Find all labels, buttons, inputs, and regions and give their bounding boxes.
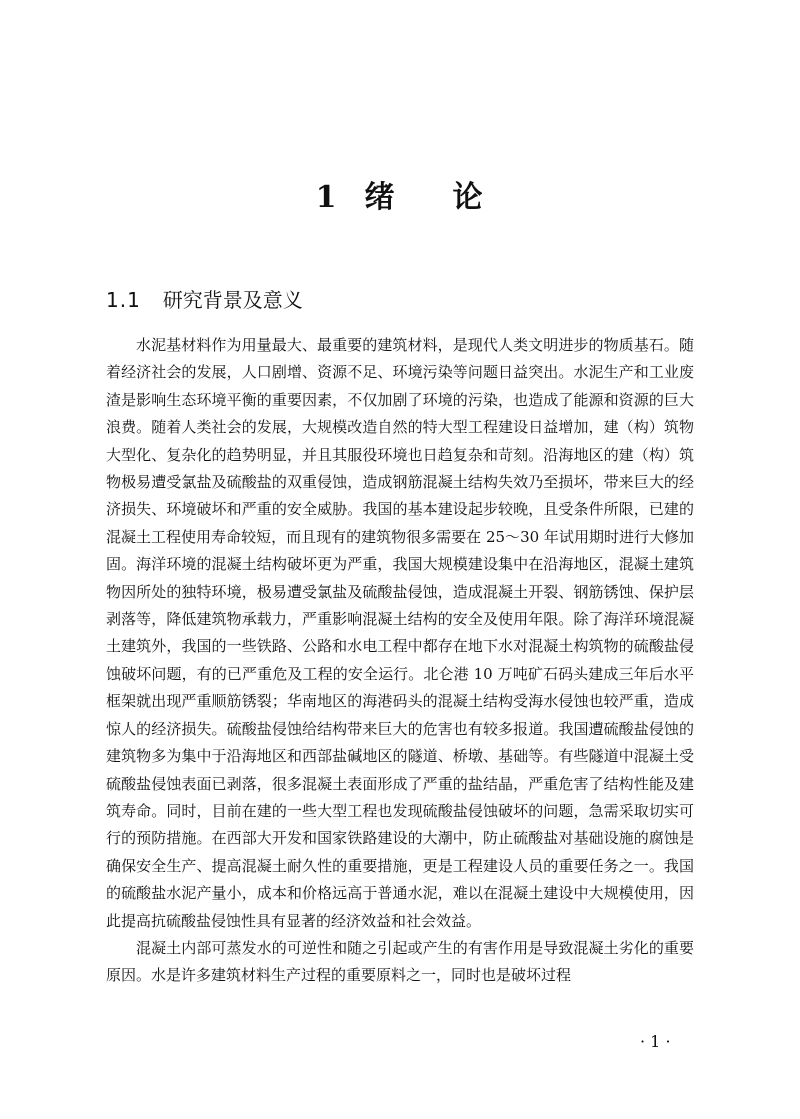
- section-number: 1.1: [106, 288, 141, 312]
- paragraph: 混凝土内部可蒸发水的可逆性和随之引起或产生的有害作用是导致混凝土劣化的重要原因。水是许多建筑材料生产过程的重要原料之一，同时也是破坏过程: [106, 938, 694, 985]
- paragraph: 水泥基材料作为用量最大、最重要的建筑材料，是现代人类文明进步的物质基石。随着经济社会的发展，人口剧增、资源不足、环境污染等问题日益突出。水泥生产和工业废渣是影响生态环境平衡的重要因素，不仅加剧了环境的污染，也造成了能源和资源的巨大浪费。随着人类社会的发展，大规模改造自然的特大型工程建设日益增加，建（构）筑物大型化、复杂化的趋势明显，并且其服役环境也日趋复杂和苛刻。沿海地区的建（构）筑物极易遭受氯盐及硫酸盐的双重侵蚀，造成钢筋混凝土结构失效乃至损坏，带来巨大的经济损失、环境破坏和严重的安全威胁。我国的基本建设起步较晚，且受条件所限，已建的混凝土工程使用寿命较短，而且现有的建筑物很多需要在 25～30 年试用期时进行大修加固。海洋环境的混凝土结构破坏更为严重，我国大规模建设集中在沿海地区，混凝土建筑物因所处的独特环境，极易遭受氯盐及硫酸盐侵蚀，造成混凝土开裂、钢筋锈蚀、保护层剥落等，降低建筑物承载力，严重影响混凝土结构的安全及使用年限。除了海洋环境混凝土建筑外，我国的一些铁路、公路和水电工程中都存在地下水对混凝土构筑物的硫酸盐侵蚀破坏问题，有的已严重危及工程的安全运行。北仑港 10 万吨矿石码头建成三年后水平框架就出现严重顺筋锈裂；华南地区的海港码头的混凝土结构受海水侵蚀也较严重，造成惊人的经济损失。硫酸盐侵蚀给结构带来巨大的危害也有较多报道。我国遭硫酸盐侵蚀的建筑物多为集中于沿海地区和西部盐碱地区的隧道、桥墩、基础等。有些隧道中混凝土受硫酸盐侵蚀表面已剥落，很多混凝土表面形成了严重的盐结晶，严重危害了结构性能及建筑寿命。同时，目前在建的一些大型工程也发现硫酸盐侵蚀破坏的问题，急需采取切实可行的预防措施。在西部大开发和国家铁路建设的大潮中，防止硫酸盐对基础设施的腐蚀是确保安全生产、提高混凝土耐久性的重要措施，更是工程建设人员的重要任务之一。我国的硫酸盐水泥产量小，成本和价格远高于普通水泥，难以在混凝土建设中大规模使用，因此提高抗硫酸盐侵蚀性具有显著的经济效益和社会效益。: [106, 336, 694, 930]
- chapter-number: 1: [315, 180, 339, 215]
- body-text: [106, 332, 694, 990]
- chapter-title-part1: 绪: [364, 180, 397, 215]
- section-heading: [106, 284, 303, 313]
- chapter-title-part2: 论: [452, 180, 485, 215]
- page-number: · 1 ·: [640, 1032, 671, 1051]
- section-title: 研究背景及意义: [162, 288, 303, 312]
- chapter-title: [0, 172, 800, 216]
